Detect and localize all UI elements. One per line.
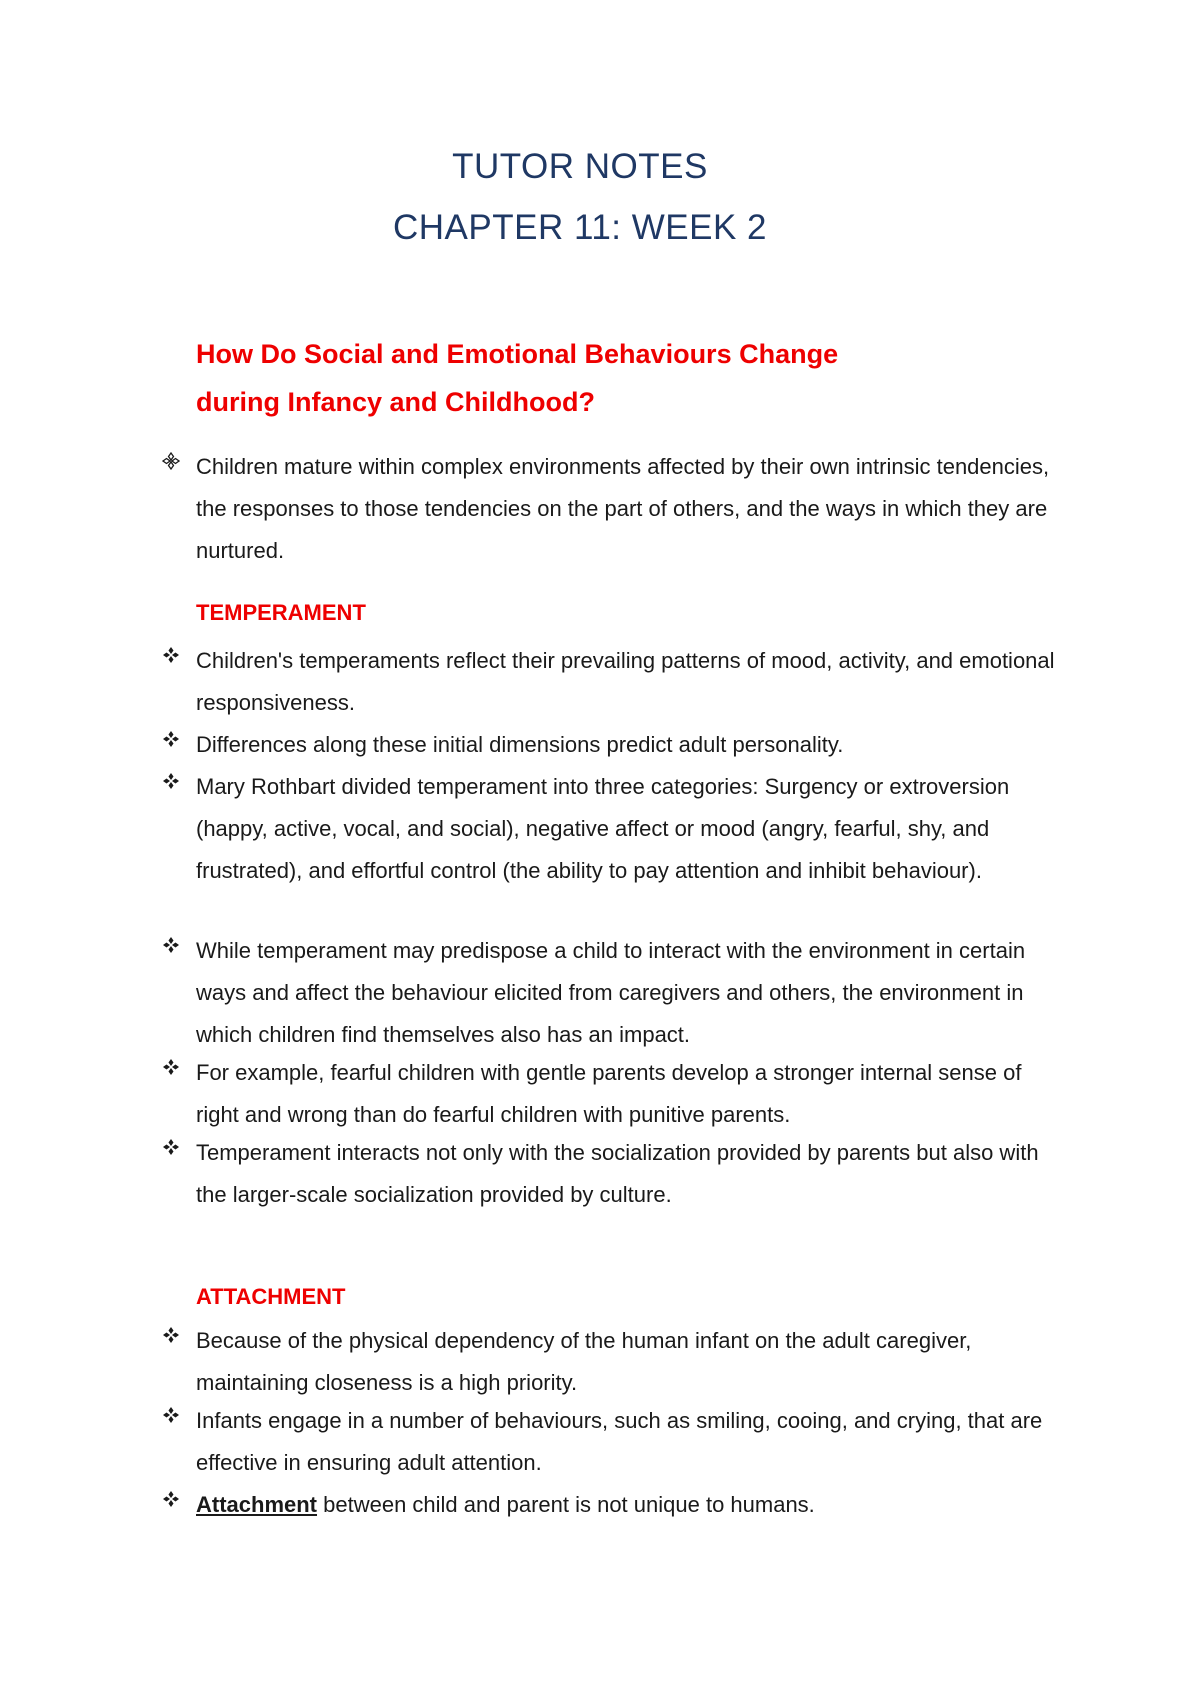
- four-diamond-filled-icon: [160, 728, 182, 750]
- temperament-label: TEMPERAMENT: [196, 600, 366, 625]
- four-diamond-filled-icon: [160, 1136, 182, 1158]
- attachment-label: ATTACHMENT: [196, 1284, 346, 1309]
- four-diamond-filled-icon: [160, 1324, 182, 1346]
- temperament-item-text: Mary Rothbart divided temperament into three categories: Surgency or extroversion (happy, active, vocal, and social), negative affect or mood (angry, fearful, shy, and frustrated), and effortful control (the ability to pay attention and inhibit behaviour).: [196, 774, 1010, 883]
- chapter-title: CHAPTER 11: WEEK 2: [392, 208, 767, 247]
- temperament-item: [160, 724, 1060, 766]
- temperament-item-text: For example, fearful children with gentle parents develop a stronger internal sense of right and wrong than do fearful children with punitive parents.: [196, 1060, 1022, 1127]
- temperament-item: [160, 640, 1060, 724]
- section-heading-line-1: How Do Social and Emotional Behaviours Change: [196, 339, 839, 369]
- four-diamond-filled-icon: [160, 1056, 182, 1078]
- attachment-item: [160, 1320, 1060, 1404]
- temperament-item-text: Differences along these initial dimensions predict adult personality.: [196, 732, 844, 757]
- section-heading: [196, 330, 996, 426]
- four-diamond-filled-icon: [160, 644, 182, 666]
- intro-bullet-item: [160, 446, 1060, 572]
- document-title: TUTOR NOTES: [452, 147, 708, 186]
- attachment-item-text: Infants engage in a number of behaviours, such as smiling, cooing, and crying, that are effective in ensuring adult attention.: [196, 1408, 1043, 1475]
- attachment-item-text: Because of the physical dependency of the human infant on the adult caregiver, maintaining closeness is a high priority.: [196, 1328, 972, 1395]
- temperament-item: [160, 1052, 1060, 1136]
- four-diamond-filled-icon: [160, 934, 182, 956]
- temperament-item-text: While temperament may predispose a child to interact with the environment in certain ways and affect the behaviour elicited from caregivers and others, the environment in which children find themselves also has an impact.: [196, 938, 1026, 1047]
- attachment-item-rest: between child and parent is not unique to humans.: [317, 1492, 815, 1517]
- four-diamond-filled-icon: [160, 1404, 182, 1426]
- four-diamond-filled-icon: [160, 770, 182, 792]
- temperament-item-text: Temperament interacts not only with the socialization provided by parents but also with the larger-scale socialization provided by culture.: [196, 1140, 1039, 1207]
- attachment-item-text: [196, 1484, 1056, 1526]
- section-heading-line-2: during Infancy and Childhood?: [196, 387, 595, 417]
- attachment-item: [160, 1400, 1060, 1484]
- temperament-item: [160, 930, 1060, 1056]
- intro-text: Children mature within complex environments affected by their own intrinsic tendencies, the responses to those tendencies on the part of others, and the ways in which they are nurtured.: [196, 454, 1050, 563]
- four-diamond-outline-icon: [160, 450, 182, 472]
- attachment-term: Attachment: [196, 1492, 318, 1517]
- attachment-item: [160, 1484, 1060, 1526]
- temperament-item-text: Children's temperaments reflect their prevailing patterns of mood, activity, and emotional responsiveness.: [196, 648, 1055, 715]
- temperament-item: [160, 766, 1060, 892]
- temperament-item: [160, 1132, 1060, 1216]
- four-diamond-filled-icon: [160, 1488, 182, 1510]
